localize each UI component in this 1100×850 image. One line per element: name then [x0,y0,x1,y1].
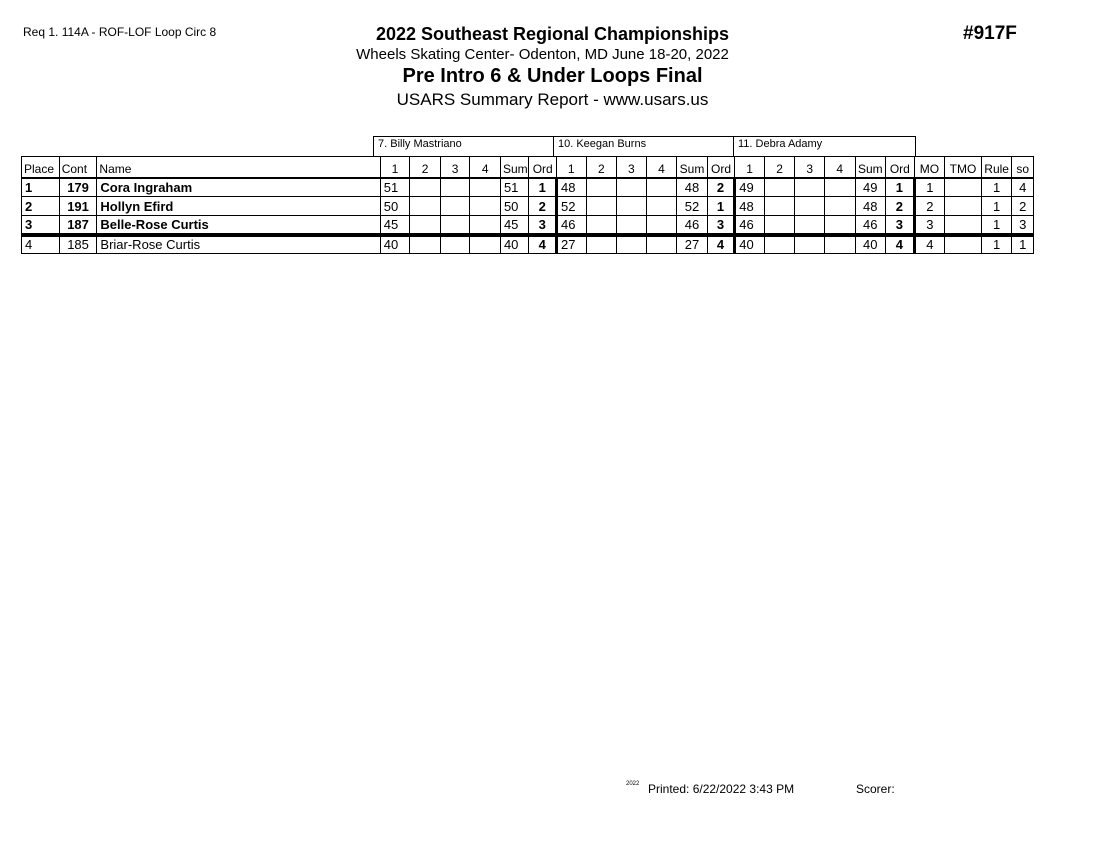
header-row [22,157,1034,178]
col-place: Place [22,157,60,178]
sum-cell: 50 [500,197,529,216]
score-cell [410,216,441,235]
summary-line: USARS Summary Report - www.usars.us [396,90,709,109]
score-cell [824,216,855,235]
col-mo: MO [914,157,945,178]
mo-cell: 1 [914,178,945,197]
cont-cell: 179 [59,178,97,197]
sum-cell: 46 [677,216,708,235]
so-cell: 4 [1012,178,1034,197]
ord-cell: 1 [886,178,915,197]
col-j1-s2: 2 [410,157,441,178]
ord-cell: 2 [886,197,915,216]
ord-cell: 2 [707,178,735,197]
sum-cell: 48 [677,178,708,197]
score-cell [440,197,470,216]
sum-cell: 40 [500,235,529,254]
col-so: so [1012,157,1034,178]
sum-cell: 46 [855,216,886,235]
scorer-label: Scorer: [856,782,895,796]
mo-cell: 4 [914,235,945,254]
col-j3-s2: 2 [764,157,795,178]
place-cell: 3 [22,216,60,235]
sum-cell: 51 [500,178,529,197]
col-j2-s3: 3 [617,157,647,178]
col-j3-s3: 3 [795,157,825,178]
col-j1-sum: Sum [500,157,529,178]
col-j3-s4: 4 [824,157,855,178]
ord-cell: 4 [529,235,557,254]
score-cell [586,216,617,235]
score-cell [470,178,501,197]
tmo-cell [945,216,982,235]
col-j2-s4: 4 [646,157,677,178]
judge-header-3: 11. Debra Adamy [733,136,916,156]
venue-line: Wheels Skating Center- Odenton, MD June 18-20, 2022 [356,46,729,63]
report-title: 2022 Southeast Regional Championships [375,24,730,44]
score-cell [440,178,470,197]
score-cell [586,178,617,197]
score-cell [824,178,855,197]
col-rule: Rule [981,157,1012,178]
ord-cell: 3 [529,216,557,235]
score-cell [764,216,795,235]
score-cell: 51 [380,178,410,197]
score-cell [795,216,825,235]
score-cell: 40 [380,235,410,254]
score-cell [440,216,470,235]
col-j2-s2: 2 [586,157,617,178]
printed-timestamp: Printed: 6/22/2022 3:43 PM [648,782,795,796]
score-cell [470,197,501,216]
score-cell [586,197,617,216]
col-j2-s1: 1 [556,157,586,178]
score-cell [646,197,677,216]
col-cont: Cont [59,157,97,178]
footer-mark: 2022 [626,781,640,787]
so-cell: 2 [1012,197,1034,216]
col-j3-sum: Sum [855,157,886,178]
col-j2-ord: Ord [707,157,735,178]
so-cell: 1 [1012,235,1034,254]
score-cell [764,235,795,254]
score-cell: 46 [556,216,586,235]
table-row [22,235,1034,254]
name-cell: Hollyn Efird [97,197,380,216]
cont-cell: 191 [59,197,97,216]
rule-cell: 1 [981,178,1012,197]
col-tmo: TMO [945,157,982,178]
score-cell [586,235,617,254]
sum-cell: 49 [855,178,886,197]
score-cell [617,216,647,235]
event-name: Pre Intro 6 & Under Loops Final [402,65,703,87]
score-cell: 48 [556,178,586,197]
score-cell: 46 [735,216,765,235]
so-cell: 3 [1012,216,1034,235]
col-j1-s3: 3 [440,157,470,178]
judge-header-2: 10. Keegan Burns [553,136,734,156]
mo-cell: 2 [914,197,945,216]
cont-cell: 185 [59,235,97,254]
tmo-cell [945,178,982,197]
judge-header-1: 7. Billy Mastriano [373,136,554,156]
place-cell: 1 [22,178,60,197]
name-cell: Briar-Rose Curtis [97,235,380,254]
col-j3-ord: Ord [886,157,915,178]
score-cell [795,178,825,197]
mo-cell: 3 [914,216,945,235]
col-j3-s1: 1 [735,157,765,178]
score-cell [646,178,677,197]
score-cell [410,235,441,254]
col-j1-s4: 4 [470,157,501,178]
ord-cell: 4 [886,235,915,254]
score-cell [795,235,825,254]
table-row [22,178,1034,197]
ord-cell: 3 [707,216,735,235]
score-cell [795,197,825,216]
score-cell: 27 [556,235,586,254]
table-row [22,197,1034,216]
rule-cell: 1 [981,197,1012,216]
score-cell: 40 [735,235,765,254]
sum-cell: 52 [677,197,708,216]
score-cell [764,178,795,197]
score-cell [824,197,855,216]
ord-cell: 4 [707,235,735,254]
score-cell [617,178,647,197]
score-cell: 49 [735,178,765,197]
score-cell [646,216,677,235]
rule-cell: 1 [981,235,1012,254]
score-cell [764,197,795,216]
score-cell [470,235,501,254]
col-j1-ord: Ord [529,157,557,178]
place-cell: 4 [22,235,60,254]
sum-cell: 45 [500,216,529,235]
score-cell: 50 [380,197,410,216]
sum-cell: 27 [677,235,708,254]
score-cell [617,235,647,254]
place-cell: 2 [22,197,60,216]
score-cell [646,235,677,254]
col-name: Name [97,157,380,178]
ord-cell: 3 [886,216,915,235]
score-cell [470,216,501,235]
score-cell [617,197,647,216]
table-row [22,216,1034,235]
rule-cell: 1 [981,216,1012,235]
ord-cell: 1 [529,178,557,197]
results-table [21,156,1034,254]
col-j1-s1: 1 [380,157,410,178]
score-cell: 48 [735,197,765,216]
name-cell: Cora Ingraham [97,178,380,197]
score-cell [410,178,441,197]
tmo-cell [945,197,982,216]
score-cell [410,197,441,216]
ord-cell: 2 [529,197,557,216]
ord-cell: 1 [707,197,735,216]
score-cell: 45 [380,216,410,235]
tmo-cell [945,235,982,254]
score-cell [440,235,470,254]
event-code: #917F [963,23,1017,44]
request-label: Req 1. 114A - ROF-LOF Loop Circ 8 [23,25,217,39]
name-cell: Belle-Rose Curtis [97,216,380,235]
score-cell [824,235,855,254]
col-j2-sum: Sum [677,157,708,178]
score-cell: 52 [556,197,586,216]
sum-cell: 48 [855,197,886,216]
cont-cell: 187 [59,216,97,235]
sum-cell: 40 [855,235,886,254]
